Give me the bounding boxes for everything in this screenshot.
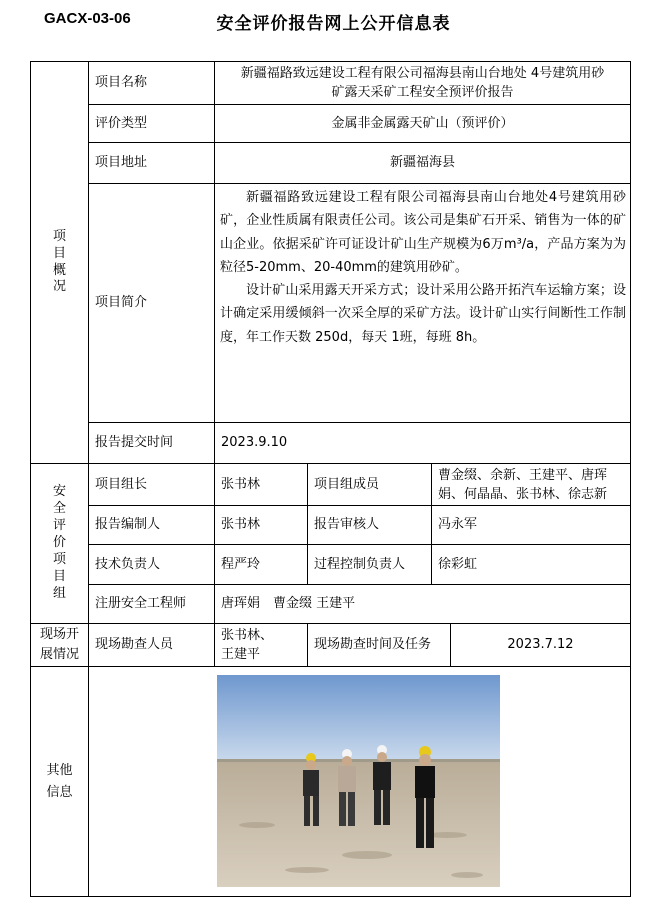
submit-date-value: 2023.9.10: [221, 435, 288, 451]
project-address-value: 新疆福海县: [389, 155, 455, 171]
team-leader-label: 项目组长: [95, 476, 148, 492]
report-editor-value: 张书林: [221, 517, 261, 533]
section-label-overview: 项 目 概 况: [52, 228, 66, 295]
evaluation-type-value: 金属非金属露天矿山（预评价）: [331, 115, 514, 131]
project-address-label: 项目地址: [95, 155, 148, 171]
project-intro-label: 项目简介: [95, 295, 148, 311]
report-editor-label: 报告编制人: [95, 517, 161, 533]
survey-time-label: 现场勘查时间及任务: [314, 637, 432, 653]
project-name-label: 项目名称: [95, 75, 148, 91]
report-reviewer-value: 冯永军: [438, 517, 478, 533]
document-title: 安全评价报告网上公开信息表: [216, 14, 451, 34]
document-code: GACX-03-06: [44, 10, 131, 27]
team-members-value: 曹金缀、余新、王建平、唐珲 娟、何晶晶、张书林、徐志新: [438, 467, 608, 502]
project-intro-text: 新疆福路致远建设工程有限公司福海县南山台地处4号建筑用砂矿，企业性质属有限责任公司。该公司是集矿石开采、销售为一体的矿山企业。依据采矿许可证设计矿山生产规模为6万m³/a，产品方案为为粒径5-20mm、20-40mm的建筑用砂矿。 设计矿山采用露天开采方式；设计采用公路开拓汽车运输方案；设计确定采用缓倾斜一次采全厚的采矿方法。设计矿山实行间断性工作制度，年工作天数 250d，每天 1班，每班 8h。: [220, 190, 626, 345]
process-control-label: 过程控制负责人: [314, 556, 406, 572]
site-photo: [217, 675, 500, 887]
team-members-label: 项目组成员: [314, 476, 380, 492]
section-label-site: 现场开展情况: [39, 627, 79, 662]
safety-engineer-label: 注册安全工程师: [95, 596, 187, 612]
process-control-value: 徐彩虹: [438, 556, 478, 572]
project-name-value: 新疆福路致远建设工程有限公司福海县南山台地处 4号建筑用砂 矿露天采矿工程安全预评价报告: [240, 66, 605, 100]
survey-time-value: 2023.7.12: [507, 637, 574, 653]
team-leader-value: 张书林: [221, 476, 261, 492]
site-surveyors-value: 张书林、 王建平: [221, 628, 274, 662]
section-label-other: 其他信息: [46, 762, 73, 800]
tech-lead-label: 技术负责人: [95, 556, 161, 572]
section-label-team: 安 全 评 价 项 目 组: [52, 484, 66, 601]
site-surveyors-label: 现场勘查人员: [95, 637, 174, 653]
report-reviewer-label: 报告审核人: [314, 517, 380, 533]
submit-date-label: 报告提交时间: [95, 435, 174, 451]
tech-lead-value: 程严玲: [221, 556, 261, 572]
safety-engineer-value: 唐珲娟 曹金缀 王建平: [221, 596, 356, 612]
evaluation-type-label: 评价类型: [95, 115, 148, 131]
